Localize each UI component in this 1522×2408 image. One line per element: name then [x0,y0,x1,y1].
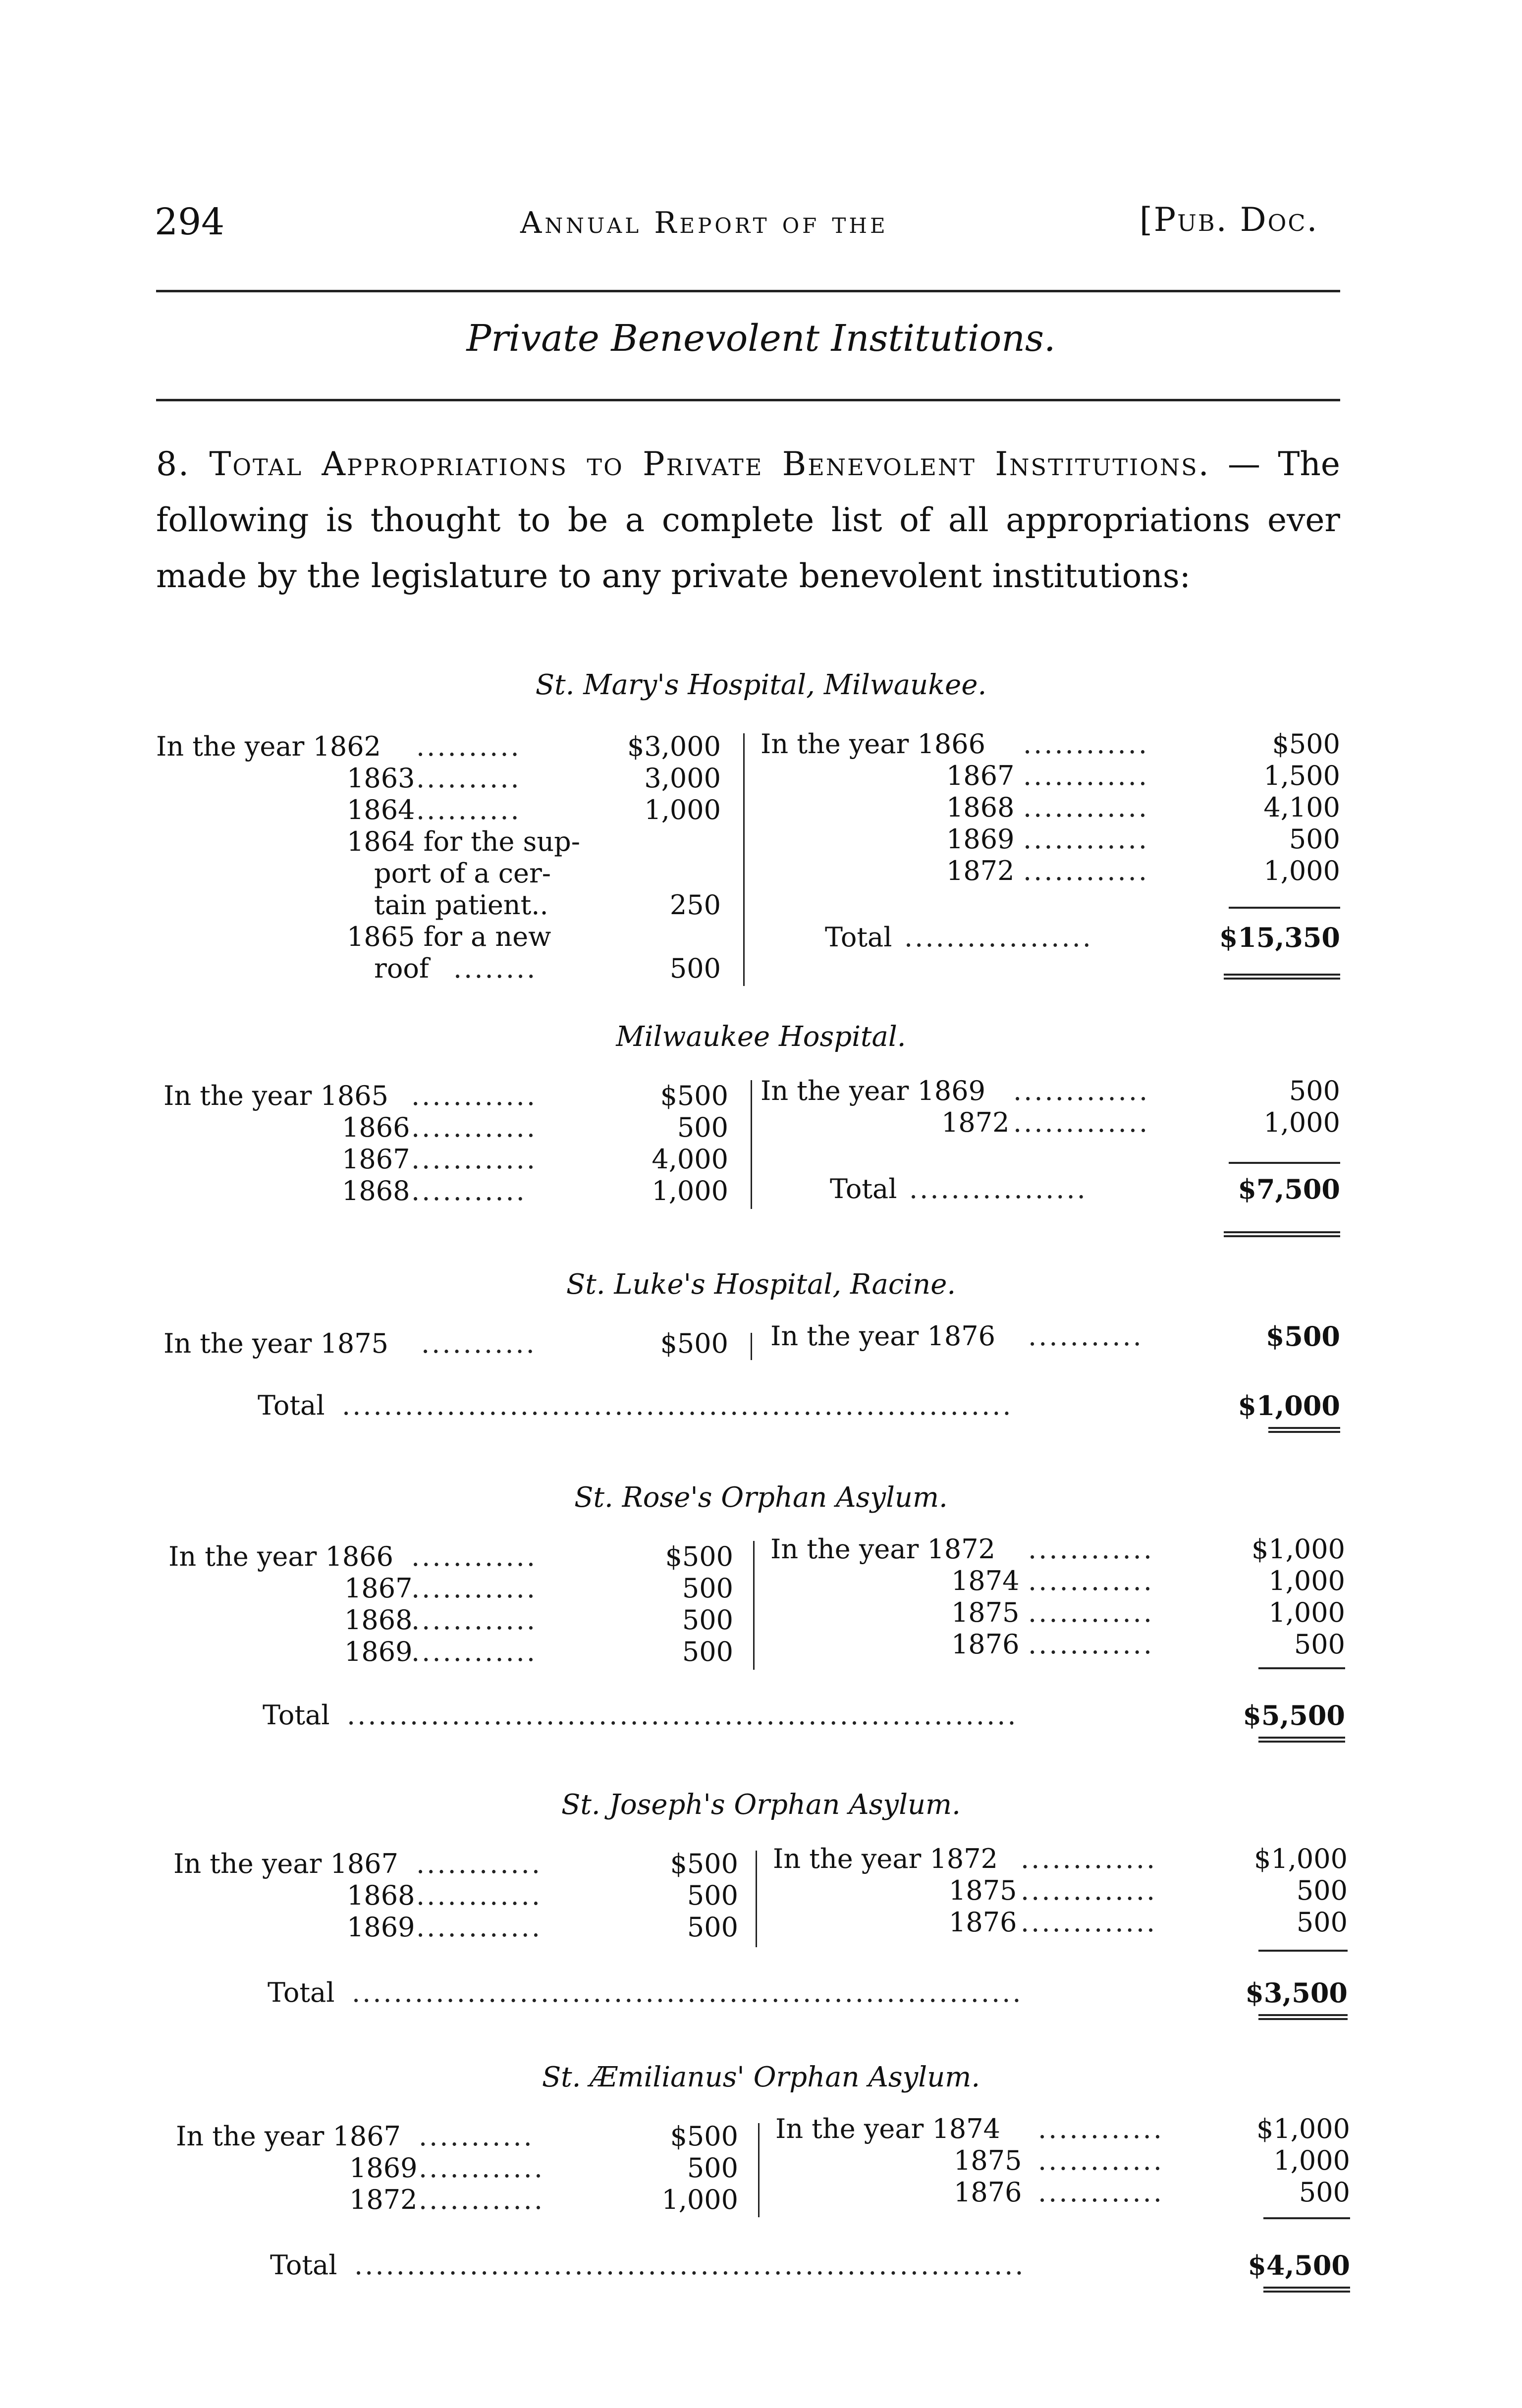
row-amount: 500 [687,1912,738,1943]
row-amount: 1,000 [1263,1107,1340,1138]
total-label: Total [825,922,892,953]
milwaukee-right-column [761,1075,1340,1205]
table-row [156,953,731,985]
table-row [761,1107,1340,1139]
row-amount: 500 [1296,1907,1348,1938]
row-amount: 500 [1299,2177,1350,2208]
table-row [770,1533,1345,1565]
table-row [761,823,1340,855]
table-row [173,1912,738,1943]
row-label: 1869 [347,1912,415,1943]
leader-dots: ............ [411,1541,537,1572]
st-lukes-right-column [770,1320,1340,1352]
row-amount: $500 [660,1328,728,1359]
row-label: roof [374,953,429,984]
leader-dots: ............ [1038,2145,1164,2176]
row-label: 1864 [347,794,415,825]
table-row [163,1144,728,1175]
table-row [156,889,731,921]
st-josephs-left-column [173,1848,738,1943]
leader-dots: ............ [1028,1565,1154,1596]
table-row [168,1573,733,1604]
row-amount: $500 [670,1848,738,1879]
st-lukes-left-column [163,1328,728,1360]
leader-dots: ............ [1028,1597,1154,1628]
leader-dots: ............ [411,1112,537,1143]
leader-dots: .......... [416,794,521,825]
row-amount: 3,000 [644,763,721,794]
leader-dots: ............ [1023,823,1149,855]
total-label: Total [830,1173,897,1204]
section-title-st-josephs: St. Joseph's Orphan Asylum. [561,1789,961,1821]
milwaukee-left-column [163,1080,728,1207]
row-label: 1867 [344,1573,413,1604]
column-divider [743,733,745,986]
st-roses-total [263,1699,1345,1731]
total-double-rule [1224,1231,1340,1237]
leader-dots: ............ [1028,1533,1154,1565]
running-title: Annual Report of the [520,206,888,240]
row-label: In the year 1862 [156,731,381,762]
column-divider [751,1080,752,1209]
leader-dots: ............. [1013,1107,1150,1138]
leader-dots: ............ [411,1636,537,1667]
table-row [176,2121,738,2152]
leader-dots: ................................................................ [342,1390,1013,1421]
total-amount: $15,350 [1219,922,1340,953]
leader-dots: ........... [1028,1320,1143,1352]
total-label: Total [270,2249,337,2281]
row-label: 1863 [347,763,415,794]
table-row [168,1604,733,1636]
row-amount: 4,000 [652,1144,728,1175]
table-row [770,1629,1345,1660]
table-row [773,1907,1348,1938]
leader-dots: ........... [421,1328,537,1359]
st-roses-right-column [770,1533,1345,1660]
total-label: Total [258,1390,325,1421]
leader-dots: ............. [1013,1075,1150,1106]
total-amount: $4,500 [1248,2249,1350,2281]
leader-dots: ............ [1023,760,1149,791]
st-aemilianus-total [270,2249,1350,2281]
table-row [176,2152,738,2184]
row-amount: 500 [1294,1629,1345,1660]
row-amount: $1,000 [1256,2113,1350,2144]
row-amount: 4,100 [1263,792,1340,823]
row-label: 1872 [349,2184,418,2215]
row-label: 1866 [342,1112,410,1143]
leader-dots: ............ [1023,792,1149,823]
row-amount: $500 [660,1080,728,1111]
st-marys-right-column [761,728,1340,953]
row-label: 1876 [951,1629,1020,1660]
table-row [761,855,1340,887]
row-amount: 500 [682,1636,733,1667]
total-row [258,1390,1340,1422]
total-amount: $7,500 [1238,1173,1340,1205]
row-label: 1864 for the sup- [347,826,580,857]
row-amount: 500 [1289,823,1340,855]
total-amount: $5,500 [1243,1699,1345,1731]
row-amount: 1,000 [661,2184,738,2215]
total-double-rule [1224,974,1340,980]
leader-dots: ............ [416,1848,542,1879]
leader-dots: ................................................................ [347,1699,1018,1731]
row-amount: $500 [1265,1320,1340,1352]
table-row [163,1328,728,1360]
row-label: 1868 [347,1880,415,1911]
section-title-st-marys: St. Mary's Hospital, Milwaukee. [535,669,987,701]
top-rule [156,290,1340,292]
row-amount: 1,000 [1268,1565,1345,1596]
table-row [770,1320,1340,1352]
row-label: In the year 1872 [773,1843,998,1874]
section-title-st-roses: St. Rose's Orphan Asylum. [574,1481,948,1514]
row-label: In the year 1865 [163,1080,388,1111]
leader-dots: .................. [904,922,1093,953]
total-row [268,1977,1348,2009]
row-amount: 1,000 [1273,2145,1350,2176]
leader-dots: ............ [1038,2177,1164,2208]
row-amount: $500 [665,1541,733,1572]
section-subtitle: Private Benevolent Institutions. [466,317,1056,360]
row-label: 1876 [949,1907,1017,1938]
total-label: Total [268,1977,335,2008]
row-label: tain patient.. [374,889,548,921]
table-row [163,1112,728,1144]
leader-dots: ............ [419,2152,544,2184]
row-label: 1868 [344,1604,413,1636]
leader-dots: ............ [416,1880,542,1911]
row-label: 1868 [946,792,1015,823]
table-row [770,1597,1345,1629]
total-row [761,1173,1340,1205]
table-row [156,826,731,858]
leader-dots: ............. [1021,1875,1157,1906]
row-amount: $1,000 [1251,1533,1345,1565]
intro-lead: 8. Total Appropriations to Private Benevolent Institutions. [156,445,1210,483]
leader-dots: ............ [416,1912,542,1943]
leader-dots: ................................................................ [352,1977,1023,2008]
row-label: 1872 [946,855,1015,886]
st-aemilianus-right-column [775,2113,1350,2208]
row-amount: $1,000 [1254,1843,1348,1874]
total-label: Total [263,1699,330,1731]
st-lukes-total [258,1390,1340,1422]
sum-underline [1258,1667,1345,1669]
table-row [770,1565,1345,1597]
st-marys-left-column [156,731,731,985]
leader-dots: ............. [1021,1907,1157,1938]
row-label: In the year 1869 [761,1075,985,1106]
leader-dots: .......... [416,763,521,794]
total-double-rule [1258,1737,1345,1743]
section-title-st-aemilianus: St. Æmilianus' Orphan Asylum. [542,2061,980,2093]
row-label: 1867 [342,1144,410,1175]
table-row [773,1875,1348,1907]
table-row [773,1843,1348,1875]
sum-underline [1229,907,1340,909]
table-row [761,792,1340,823]
row-amount: 500 [669,953,721,984]
table-row [163,1175,728,1207]
total-row [263,1699,1345,1731]
page-number: 294 [155,201,225,243]
row-label: 1874 [951,1565,1020,1596]
sum-underline [1263,2217,1350,2219]
total-double-rule [1268,1427,1340,1433]
column-divider [751,1333,752,1360]
sum-underline [1258,1950,1348,1952]
row-amount: 500 [1296,1875,1348,1906]
st-roses-left-column [168,1541,733,1668]
row-label: In the year 1874 [775,2113,1000,2144]
row-label: 1875 [954,2145,1022,2176]
table-row [156,921,731,953]
row-amount: 500 [682,1573,733,1604]
total-double-rule [1258,2014,1348,2020]
row-label: 1875 [949,1875,1017,1906]
row-amount: 1,000 [1263,855,1340,886]
row-amount: $3,000 [627,731,721,762]
intro-body: — The following is thought to be a complete list of all appropriations ever made by the legislature to any private benevolent institutions: [156,445,1340,595]
row-label: 1867 [946,760,1015,791]
row-label: In the year 1875 [163,1328,388,1359]
leader-dots: .......... [416,731,521,762]
row-label: 1875 [951,1597,1020,1628]
doc-reference: [Pub. Doc. [1140,201,1319,239]
leader-dots: ............ [1023,728,1149,760]
column-divider [753,1541,755,1670]
row-label: port of a cer- [374,858,551,889]
row-label: In the year 1867 [173,1848,398,1879]
leader-dots: ........... [411,1175,527,1206]
leader-dots: ............ [411,1080,537,1111]
row-amount: 250 [669,889,721,921]
table-row [775,2145,1350,2177]
leader-dots: ................................................................ [354,2249,1026,2281]
leader-dots: ........... [419,2121,534,2152]
row-label: 1869 [946,823,1015,855]
row-label: 1868 [342,1175,410,1206]
row-label: 1869 [349,2152,418,2184]
row-label: 1869 [344,1636,413,1667]
table-row [775,2113,1350,2145]
table-row [168,1541,733,1573]
subtitle-rule [156,399,1340,401]
table-row [173,1880,738,1912]
leader-dots: ............ [1038,2113,1164,2144]
row-label: In the year 1872 [770,1533,995,1565]
row-label: In the year 1876 [770,1320,995,1352]
table-row [156,794,731,826]
row-amount: 500 [677,1112,728,1143]
table-row [156,731,731,763]
leader-dots: ............. [1021,1843,1157,1874]
column-divider [756,1851,757,1947]
row-amount: 1,000 [1268,1597,1345,1628]
table-row [176,2184,738,2216]
row-label: In the year 1866 [761,728,985,760]
row-label: 1876 [954,2177,1022,2208]
intro-paragraph [156,436,1340,604]
table-row [761,728,1340,760]
total-amount: $1,000 [1238,1390,1340,1422]
st-josephs-total [268,1977,1348,2009]
row-label: In the year 1866 [168,1541,393,1572]
row-amount: 500 [687,1880,738,1911]
table-row [775,2177,1350,2208]
table-row [163,1080,728,1112]
column-divider [758,2123,760,2217]
leader-dots: ............ [1023,855,1149,886]
row-amount: 500 [1289,1075,1340,1106]
row-amount: 1,000 [652,1175,728,1206]
table-row [156,763,731,794]
total-double-rule [1263,2287,1350,2293]
row-label: 1872 [941,1107,1010,1138]
row-amount: 1,000 [644,794,721,825]
total-row [270,2249,1350,2281]
row-amount: $500 [670,2121,738,2152]
st-aemilianus-left-column [176,2121,738,2216]
leader-dots: ............ [419,2184,544,2215]
table-row [156,858,731,889]
row-label: 1865 for a new [347,921,551,952]
row-amount: 1,500 [1263,760,1340,791]
st-josephs-right-column [773,1843,1348,1938]
row-amount: 500 [682,1604,733,1636]
row-amount: $500 [1272,728,1340,760]
section-title-st-lukes: St. Luke's Hospital, Racine. [566,1268,956,1301]
leader-dots: ............ [1028,1629,1154,1660]
table-row [173,1848,738,1880]
sum-underline [1229,1162,1340,1164]
row-label: In the year 1867 [176,2121,401,2152]
total-row [761,922,1340,953]
table-row [168,1636,733,1668]
section-title-milwaukee-hospital: Milwaukee Hospital. [616,1021,906,1053]
row-amount: 500 [687,2152,738,2184]
leader-dots: ............ [411,1144,537,1175]
total-amount: $3,500 [1245,1977,1348,2009]
leader-dots: ............ [411,1573,537,1604]
leader-dots: ........ [453,953,538,984]
leader-dots: ............ [411,1604,537,1636]
table-row [761,760,1340,792]
leader-dots: ................. [909,1173,1087,1204]
table-row [761,1075,1340,1107]
